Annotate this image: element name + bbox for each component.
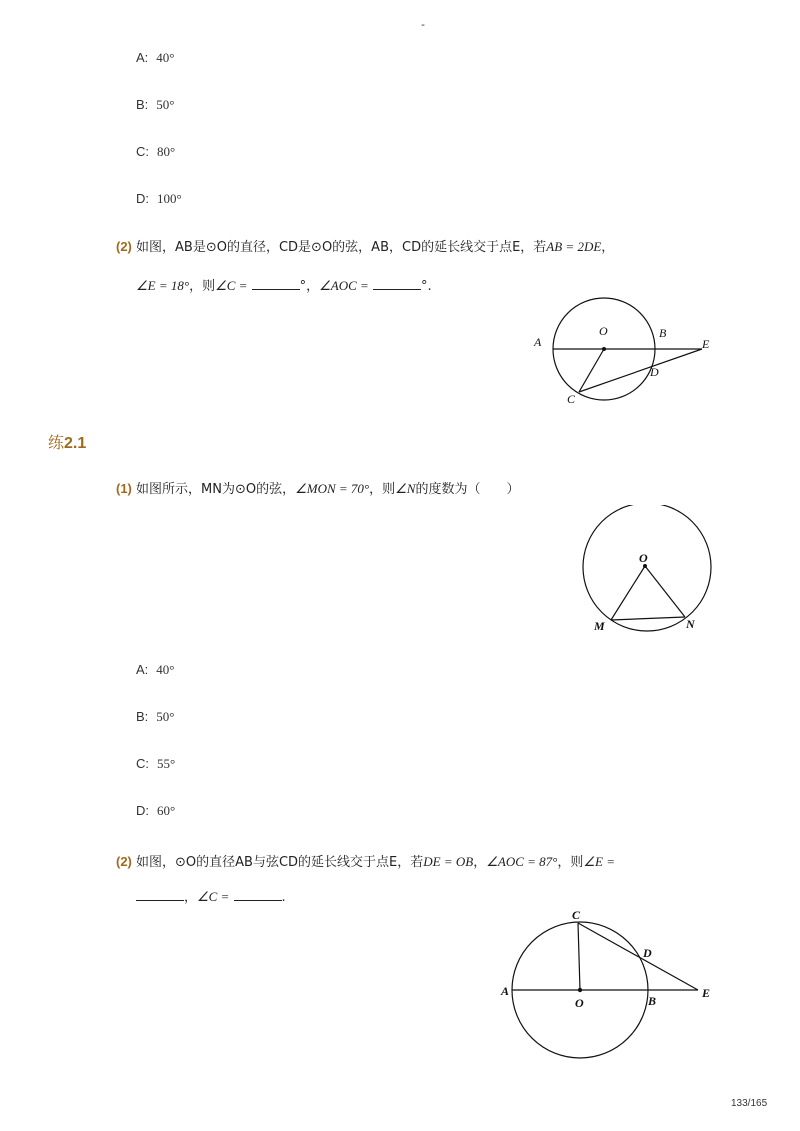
q1-option-d[interactable]: [136, 191, 182, 207]
answer-blank[interactable]: [136, 888, 184, 901]
p1-option-b[interactable]: [136, 709, 175, 725]
page-number: 133/165: [731, 1098, 768, 1109]
label-d: D: [643, 946, 652, 960]
q1-option-c[interactable]: [136, 144, 175, 160]
p1-option-d[interactable]: [136, 803, 175, 819]
center-dot: [578, 988, 582, 992]
question-text: ，: [601, 240, 615, 255]
question-number: (1): [116, 481, 132, 496]
line-ce: [578, 923, 698, 990]
p2-line-1: [116, 851, 615, 870]
option-value: 80°: [157, 144, 176, 159]
option-label: D:: [136, 191, 149, 206]
math-expression: ∠C =: [215, 278, 248, 293]
label-b: B: [659, 326, 667, 340]
question-text: .: [281, 890, 286, 905]
label-e: E: [702, 986, 711, 1000]
question-text: ，: [473, 855, 487, 870]
answer-blank[interactable]: [252, 277, 300, 290]
section-prefix: 练: [48, 433, 65, 452]
math-expression: DE = OB: [423, 854, 474, 869]
math-expression: ∠E =: [583, 854, 616, 869]
question-text: °.: [420, 279, 432, 294]
option-value: 40°: [156, 50, 175, 65]
line-oc: [579, 349, 604, 392]
option-value: 50°: [156, 97, 175, 112]
option-value: 60°: [157, 803, 176, 818]
label-d: D: [650, 365, 659, 379]
question-text: 如图，AB是⊙O的直径，CD是⊙O的弦，AB，CD的延长线交于点E，若: [136, 240, 547, 255]
label-c: C: [567, 392, 576, 406]
option-value: 100°: [157, 191, 182, 206]
question-text: 的度数为（ ）: [415, 482, 520, 497]
option-value: 55°: [157, 756, 176, 771]
math-expression: AB = 2DE: [546, 239, 602, 254]
line-mn: [611, 617, 685, 620]
line-co: [578, 923, 580, 990]
p1-figure: [575, 505, 720, 640]
math-expression: ∠N: [395, 481, 416, 496]
math-expression: ∠AOC =: [319, 278, 369, 293]
option-label: C:: [136, 756, 149, 771]
question-number: (2): [116, 239, 132, 254]
label-o: O: [599, 324, 608, 338]
option-label: B:: [136, 709, 149, 724]
math-expression: ∠AOC = 87°: [486, 854, 558, 869]
question-text: ，则: [189, 279, 216, 294]
option-label: B:: [136, 97, 149, 112]
section-title: [48, 430, 86, 453]
label-e: E: [702, 337, 710, 351]
p1-option-a[interactable]: [136, 662, 175, 678]
q1-option-b[interactable]: [136, 97, 175, 113]
question-text: °，: [299, 279, 320, 294]
header-dash: -: [421, 18, 425, 31]
p1-option-c[interactable]: [136, 756, 175, 772]
option-label: D:: [136, 803, 149, 818]
label-n: N: [686, 617, 695, 631]
question-text: 如图，⊙O的直径AB与弦CD的延长线交于点E，若: [136, 855, 424, 870]
question-number: (2): [116, 854, 132, 869]
q2-line-1: [116, 236, 614, 255]
line-on: [645, 566, 685, 617]
q2-line-2: [136, 275, 432, 294]
option-value: 50°: [156, 709, 175, 724]
question-text: ，则: [369, 482, 396, 497]
label-a: A: [501, 984, 510, 998]
option-label: A:: [136, 50, 149, 65]
p2-figure: [490, 905, 720, 1065]
math-expression: ∠C =: [197, 889, 230, 904]
q1-option-a[interactable]: [136, 50, 175, 66]
math-expression: ∠E = 18°: [136, 278, 190, 293]
label-c: C: [572, 908, 581, 922]
answer-blank[interactable]: [373, 277, 421, 290]
p2-line-2: [136, 886, 286, 905]
q2-figure: [520, 296, 730, 411]
p1-line-1: [116, 478, 519, 497]
option-label: A:: [136, 662, 149, 677]
answer-blank[interactable]: [234, 888, 282, 901]
label-a: A: [534, 335, 542, 349]
label-m: M: [594, 619, 605, 633]
label-o: O: [575, 996, 584, 1010]
option-label: C:: [136, 144, 149, 159]
question-text: ，则: [557, 855, 584, 870]
question-text: ，: [184, 890, 198, 905]
label-o: O: [639, 551, 648, 565]
math-expression: ∠MON = 70°: [295, 481, 370, 496]
center-dot: [602, 347, 606, 351]
section-number: 2.1: [64, 435, 87, 452]
option-value: 40°: [156, 662, 175, 677]
label-b: B: [648, 994, 657, 1008]
question-text: 如图所示，MN为⊙O的弦，: [136, 482, 296, 497]
line-om: [611, 566, 645, 620]
line-ec: [579, 349, 702, 392]
